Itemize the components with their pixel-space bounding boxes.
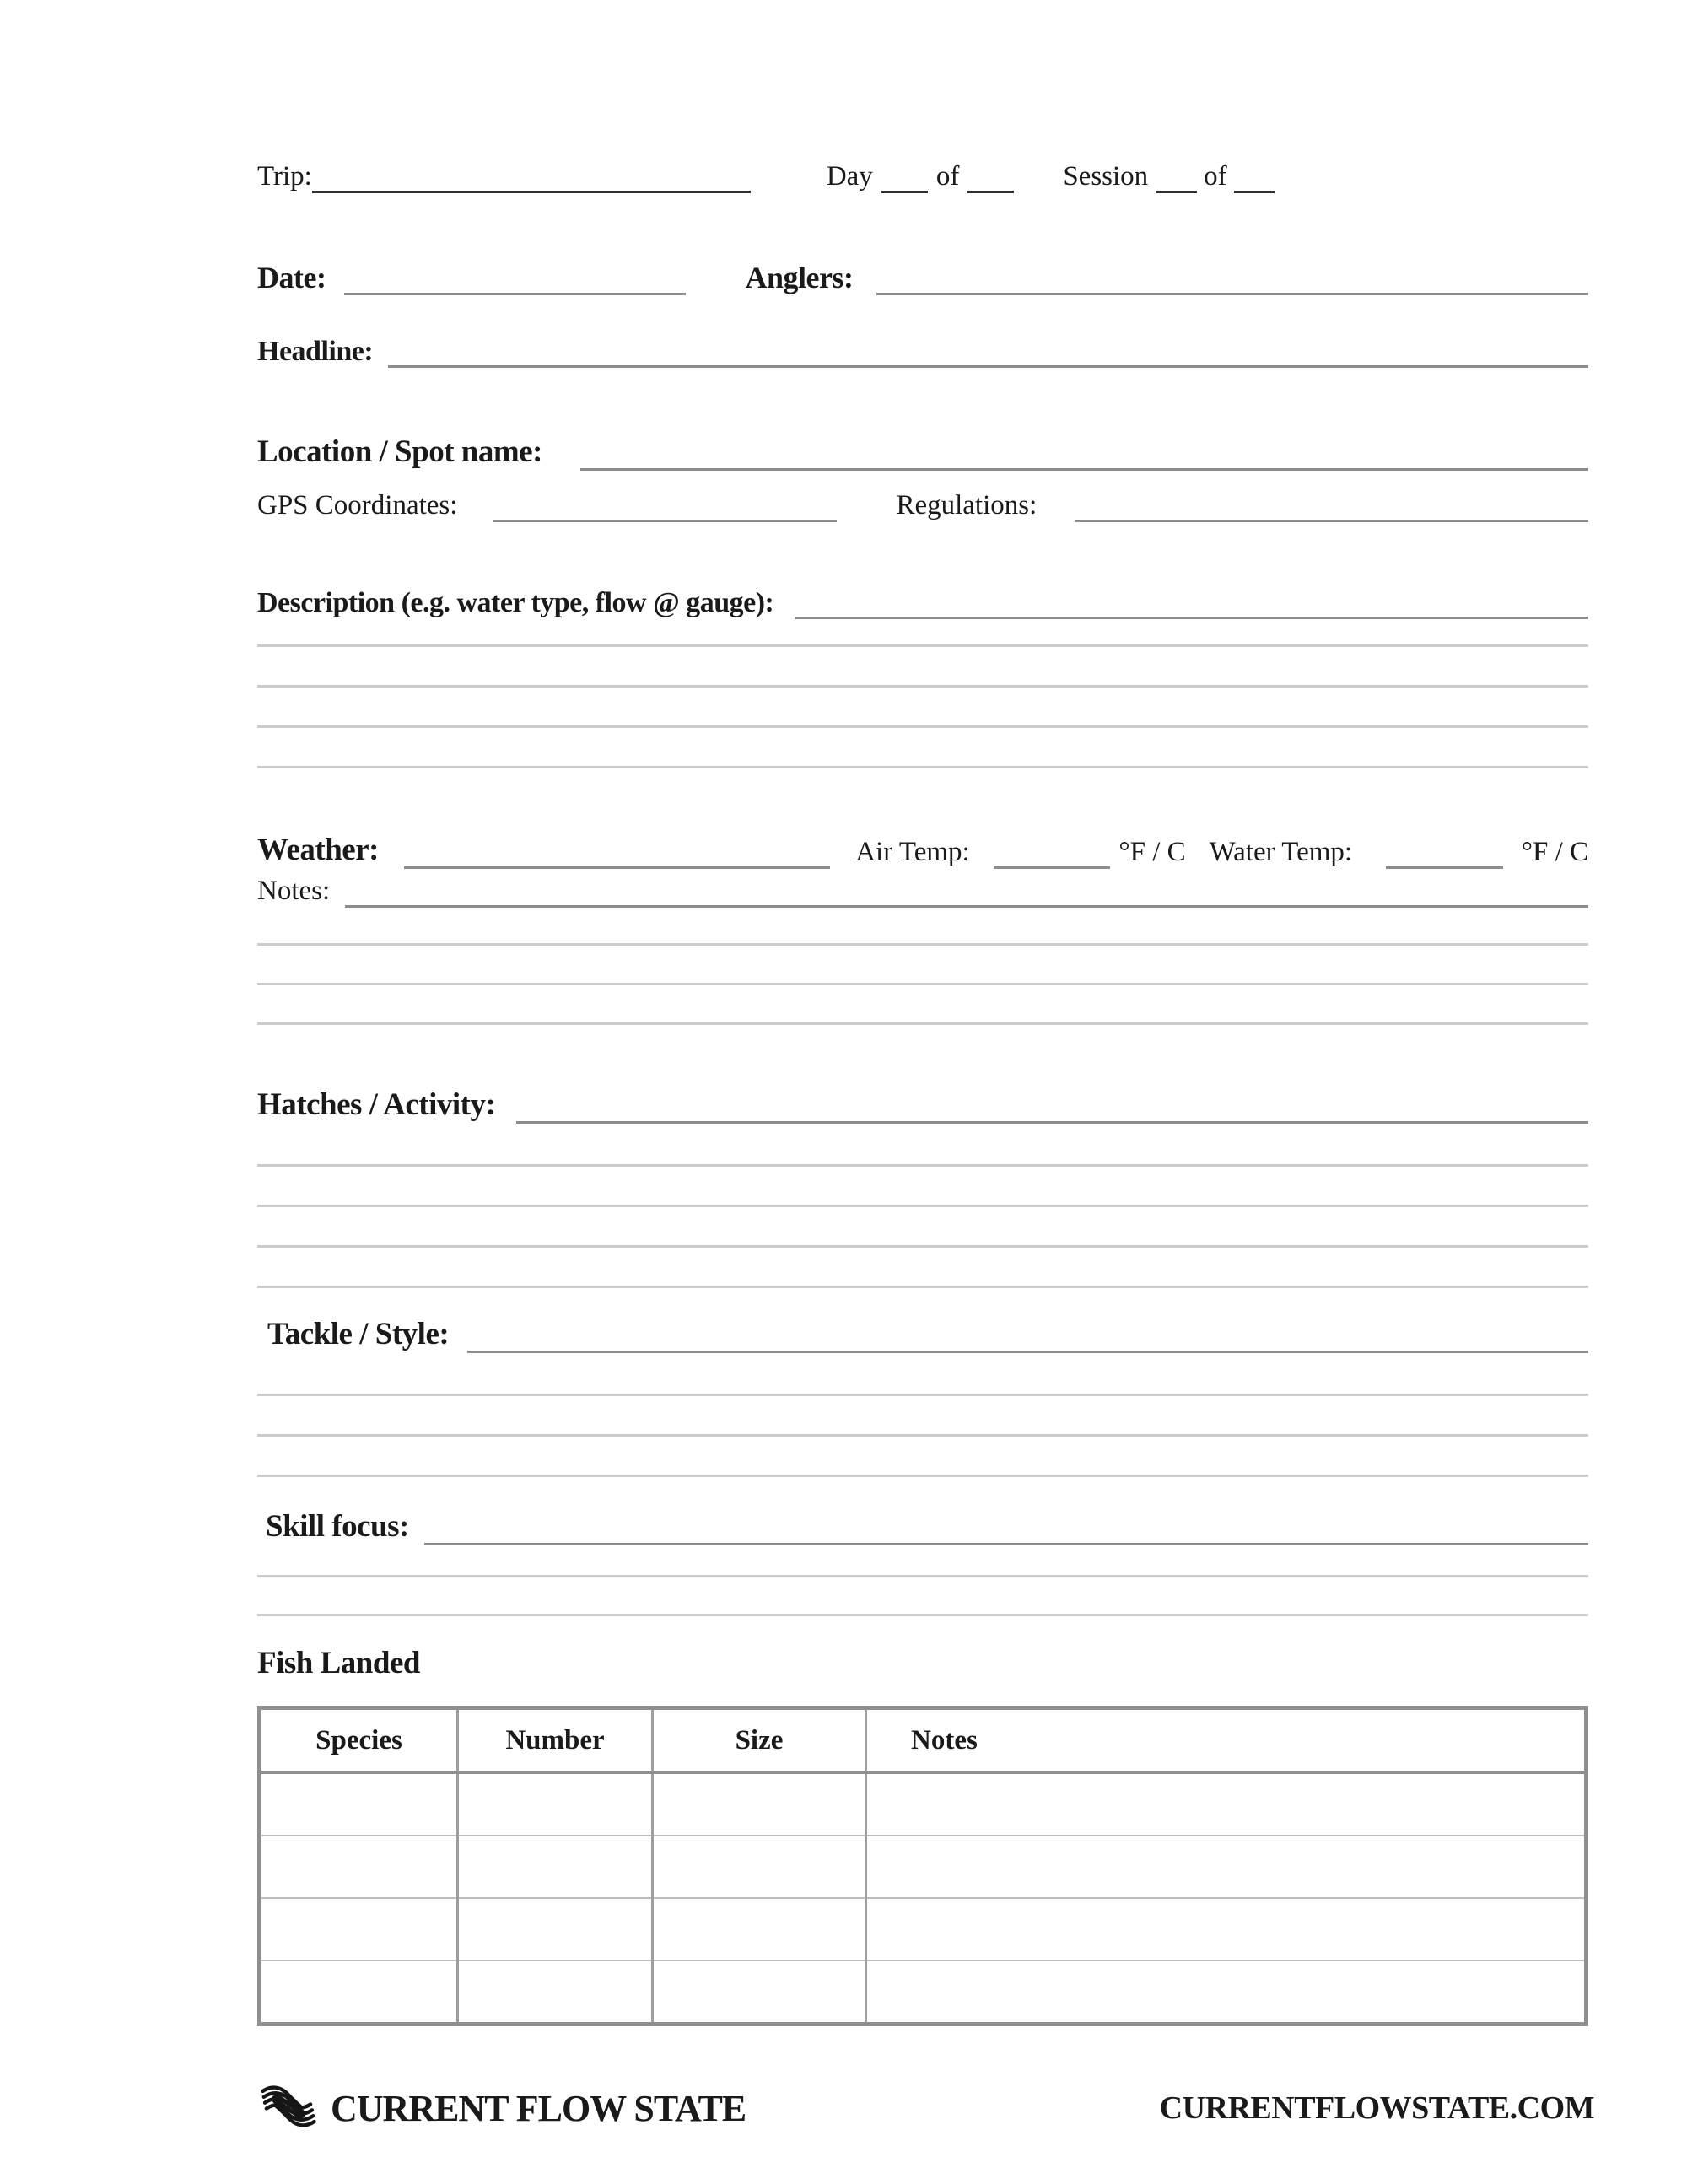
table-cell-species[interactable] — [260, 1772, 458, 1836]
notes-ruled-line[interactable] — [257, 1022, 1588, 1025]
weather-row — [257, 832, 1588, 869]
footer — [253, 2077, 1594, 2139]
table-cell-notes[interactable] — [866, 1898, 1587, 1960]
gps-label: GPS Coordinates: — [257, 490, 458, 521]
trip-row — [257, 156, 1588, 193]
gps-regulations-row — [257, 485, 1588, 522]
location-row — [257, 434, 1588, 471]
table-cell-number[interactable] — [458, 1772, 653, 1836]
regulations-label: Regulations: — [896, 490, 1038, 521]
table-row — [260, 1772, 1587, 1836]
table-header-notes: Notes — [866, 1708, 1587, 1773]
crossing-currents-icon — [253, 2083, 324, 2134]
location-label: Location / Spot name: — [257, 434, 542, 470]
table-cell-number[interactable] — [458, 1898, 653, 1960]
table-cell-notes[interactable] — [866, 1960, 1587, 2025]
date-anglers-row — [257, 258, 1588, 295]
website-url: CURRENTFLOWSTATE.COM — [1159, 2090, 1594, 2126]
air-temp-label: Air Temp: — [855, 837, 970, 868]
headline-label: Headline: — [257, 335, 374, 367]
weather-label: Weather: — [257, 833, 379, 868]
table-cell-species[interactable] — [260, 1898, 458, 1960]
hatches-ruled-line[interactable] — [257, 1205, 1588, 1207]
description-ruled-line[interactable] — [257, 685, 1588, 688]
table-cell-size[interactable] — [653, 1772, 866, 1836]
brand-logo — [253, 2083, 746, 2134]
table-cell-size[interactable] — [653, 1836, 866, 1898]
table-cell-number[interactable] — [458, 1836, 653, 1898]
hatches-label: Hatches / Activity: — [257, 1087, 496, 1123]
air-temp-field[interactable] — [994, 866, 1111, 869]
day-of-label: of — [935, 161, 960, 192]
table-cell-species[interactable] — [260, 1836, 458, 1898]
date-label: Date: — [257, 260, 326, 294]
table-cell-size[interactable] — [653, 1960, 866, 2025]
skill-label: Skill focus: — [266, 1509, 409, 1545]
skill-ruled-line[interactable] — [257, 1614, 1588, 1616]
water-temp-unit: °F / C — [1521, 837, 1589, 868]
skill-row — [266, 1508, 1588, 1545]
headline-field[interactable] — [388, 365, 1588, 368]
trip-label: Trip: — [257, 161, 312, 192]
hatches-ruled-line[interactable] — [257, 1245, 1588, 1248]
notes-label: Notes: — [257, 876, 331, 907]
session-of-label: of — [1204, 161, 1227, 192]
description-ruled-line[interactable] — [257, 725, 1588, 728]
table-header-number: Number — [458, 1708, 653, 1773]
tackle-field[interactable] — [467, 1351, 1588, 1353]
table-row — [260, 1836, 1587, 1898]
description-ruled-line[interactable] — [257, 644, 1588, 647]
anglers-field[interactable] — [876, 293, 1588, 295]
anglers-label: Anglers: — [745, 260, 854, 294]
table-cell-size[interactable] — [653, 1898, 866, 1960]
notes-field[interactable] — [345, 905, 1588, 908]
session-label: Session — [1063, 161, 1149, 192]
notes-row — [257, 871, 1588, 908]
table-cell-notes[interactable] — [866, 1772, 1587, 1836]
hatches-ruled-line[interactable] — [257, 1164, 1588, 1167]
brand-name: CURRENT FLOW STATE — [331, 2087, 746, 2129]
hatches-ruled-line[interactable] — [257, 1286, 1588, 1288]
description-row — [257, 582, 1588, 619]
fish-landed-table — [257, 1706, 1588, 2001]
tackle-ruled-line[interactable] — [257, 1475, 1588, 1477]
notes-ruled-line[interactable] — [257, 983, 1588, 985]
location-field[interactable] — [580, 468, 1588, 471]
trip-field[interactable] — [312, 191, 751, 193]
table-row — [260, 1898, 1587, 1960]
air-temp-unit: °F / C — [1118, 837, 1186, 868]
tackle-ruled-line[interactable] — [257, 1434, 1588, 1437]
table-cell-species[interactable] — [260, 1960, 458, 2025]
hatches-row — [257, 1087, 1588, 1124]
water-temp-field[interactable] — [1386, 866, 1503, 869]
session-field[interactable] — [1156, 191, 1197, 193]
weather-field[interactable] — [404, 866, 830, 869]
table-row — [260, 1960, 1587, 2025]
day-total-field[interactable] — [967, 191, 1014, 193]
day-label: Day — [826, 161, 873, 192]
hatches-field[interactable] — [516, 1121, 1588, 1124]
tackle-row — [267, 1316, 1588, 1353]
description-label: Description (e.g. water type, flow @ gauge): — [257, 586, 774, 618]
description-field[interactable] — [795, 617, 1588, 619]
day-field[interactable] — [881, 191, 928, 193]
tackle-ruled-line[interactable] — [257, 1394, 1588, 1396]
regulations-field[interactable] — [1075, 520, 1588, 522]
water-temp-label: Water Temp: — [1209, 837, 1353, 868]
session-total-field[interactable] — [1234, 191, 1275, 193]
notes-ruled-line[interactable] — [257, 943, 1588, 946]
headline-row — [257, 331, 1588, 368]
gps-field[interactable] — [493, 520, 837, 522]
table-header-species: Species — [260, 1708, 458, 1773]
date-field[interactable] — [344, 293, 686, 295]
skill-ruled-line[interactable] — [257, 1575, 1588, 1577]
skill-field[interactable] — [424, 1543, 1588, 1545]
table-header-row — [260, 1708, 1587, 1773]
table-header-size: Size — [653, 1708, 866, 1773]
fish-landed-title: Fish Landed — [257, 1646, 420, 1680]
table-cell-number[interactable] — [458, 1960, 653, 2025]
tackle-label: Tackle / Style: — [267, 1317, 450, 1352]
table-cell-notes[interactable] — [866, 1836, 1587, 1898]
description-ruled-line[interactable] — [257, 766, 1588, 768]
